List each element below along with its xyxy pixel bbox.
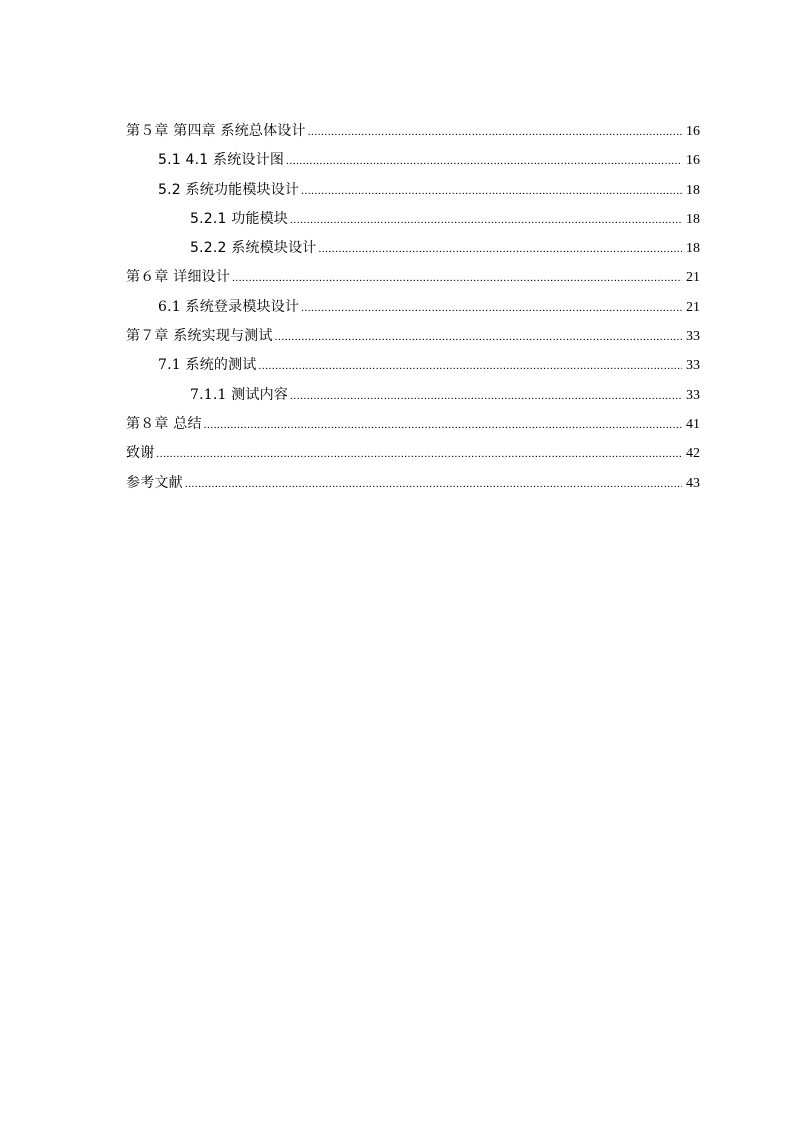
- toc-page-number: 43: [686, 475, 700, 491]
- toc-dot-leader: [156, 440, 682, 469]
- toc-dot-leader: [185, 470, 682, 499]
- toc-entry-title: 5.2 系统功能模块设计: [158, 181, 300, 198]
- toc-entry-acknowledgements[interactable]: [126, 439, 700, 468]
- toc-page-number: 41: [686, 416, 700, 432]
- toc-page-number: 16: [686, 153, 700, 169]
- toc-dot-leader: [259, 352, 682, 381]
- toc-entry-title: 5.1 4.1 系统设计图: [158, 152, 285, 169]
- toc-entry-title: 第６章 详细设计: [126, 269, 231, 286]
- toc-entry-title: 6.1 系统登录模块设计: [158, 298, 300, 315]
- toc-dot-leader: [286, 147, 682, 176]
- toc-dot-leader: [308, 118, 682, 147]
- toc-entry-references[interactable]: [126, 469, 700, 498]
- toc-page-number: 18: [686, 211, 700, 227]
- toc-entry-section-5-2-2[interactable]: [126, 234, 700, 263]
- toc-page-number: 21: [686, 270, 700, 286]
- toc-dot-leader: [232, 264, 682, 293]
- toc-entry-title: 第７章 系统实现与测试: [126, 328, 273, 345]
- toc-page-number: 33: [686, 329, 700, 345]
- toc-dot-leader: [290, 206, 682, 235]
- toc-page-number: 33: [686, 358, 700, 374]
- toc-entry-section-5-2-1[interactable]: [126, 205, 700, 234]
- toc-page-number: 18: [686, 182, 700, 198]
- toc-entry-chapter-8[interactable]: [126, 410, 700, 439]
- toc-entry-title: 5.2.1 功能模块: [190, 210, 289, 227]
- toc-dot-leader: [275, 323, 682, 352]
- toc-entry-title: 7.1.1 测试内容: [190, 386, 289, 403]
- toc-entry-title: 7.1 系统的测试: [158, 357, 257, 374]
- toc-entry-section-6-1[interactable]: [126, 293, 700, 322]
- toc-page-number: 42: [686, 446, 700, 462]
- toc-entry-title: 第８章 总结: [126, 415, 202, 432]
- toc-page-number: 33: [686, 387, 700, 403]
- toc-entry-title: 参考文献: [126, 474, 183, 491]
- toc-entry-section-5-1[interactable]: [126, 146, 700, 175]
- toc-dot-leader: [318, 235, 682, 264]
- toc-page-number: 16: [686, 124, 700, 139]
- toc-dot-leader: [204, 411, 682, 440]
- toc-entry-chapter-6[interactable]: [126, 263, 700, 292]
- table-of-contents: [126, 117, 700, 498]
- toc-page-number: 18: [686, 241, 700, 257]
- toc-entry-title: 致谢: [126, 445, 155, 462]
- toc-entry-section-7-1[interactable]: [126, 351, 700, 380]
- toc-entry-chapter-7[interactable]: [126, 322, 700, 351]
- toc-dot-leader: [301, 177, 682, 206]
- toc-entry-section-5-2[interactable]: [126, 176, 700, 205]
- toc-entry-section-7-1-1[interactable]: [126, 381, 700, 410]
- toc-entry-title: 5.2.2 系统模块设计: [190, 240, 317, 257]
- toc-dot-leader: [301, 294, 682, 323]
- toc-entry-title: 第５章 第四章 系统总体设计: [126, 123, 306, 139]
- toc-page-number: 21: [686, 299, 700, 315]
- toc-entry-chapter-5[interactable]: [126, 117, 700, 146]
- toc-dot-leader: [290, 382, 682, 411]
